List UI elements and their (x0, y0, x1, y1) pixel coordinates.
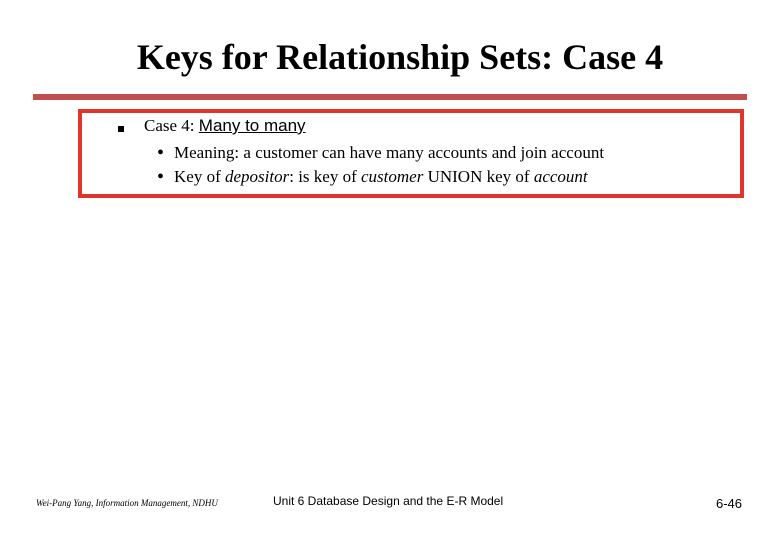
entity-customer: customer (361, 167, 424, 186)
footer-unit: Unit 6 Database Design and the E-R Model (273, 494, 504, 508)
key-text-1: Key of (174, 167, 225, 186)
slide-title: Keys for Relationship Sets: Case 4 (136, 37, 664, 77)
case-type: Many to many (198, 116, 306, 135)
meaning-text: Meaning: a customer can have many accounts and join account (174, 143, 605, 162)
footer-author: Wei-Pang Yang, Information Management, NDHU (36, 498, 218, 508)
entity-depositor: depositor (224, 167, 290, 186)
key-text-2: : is key of (289, 167, 361, 186)
case-prefix: Case 4: (144, 116, 199, 135)
case-heading (144, 116, 306, 136)
dot-bullet-icon: • (157, 166, 165, 188)
bullet-meaning (157, 143, 604, 163)
entity-account: account (533, 167, 588, 186)
page-number: 6-46 (716, 496, 743, 511)
bullet-key (157, 167, 588, 187)
key-text-3: UNION key of (423, 167, 534, 186)
square-bullet-icon (118, 126, 124, 132)
dot-bullet-icon: • (157, 142, 165, 164)
title-divider (33, 94, 747, 100)
